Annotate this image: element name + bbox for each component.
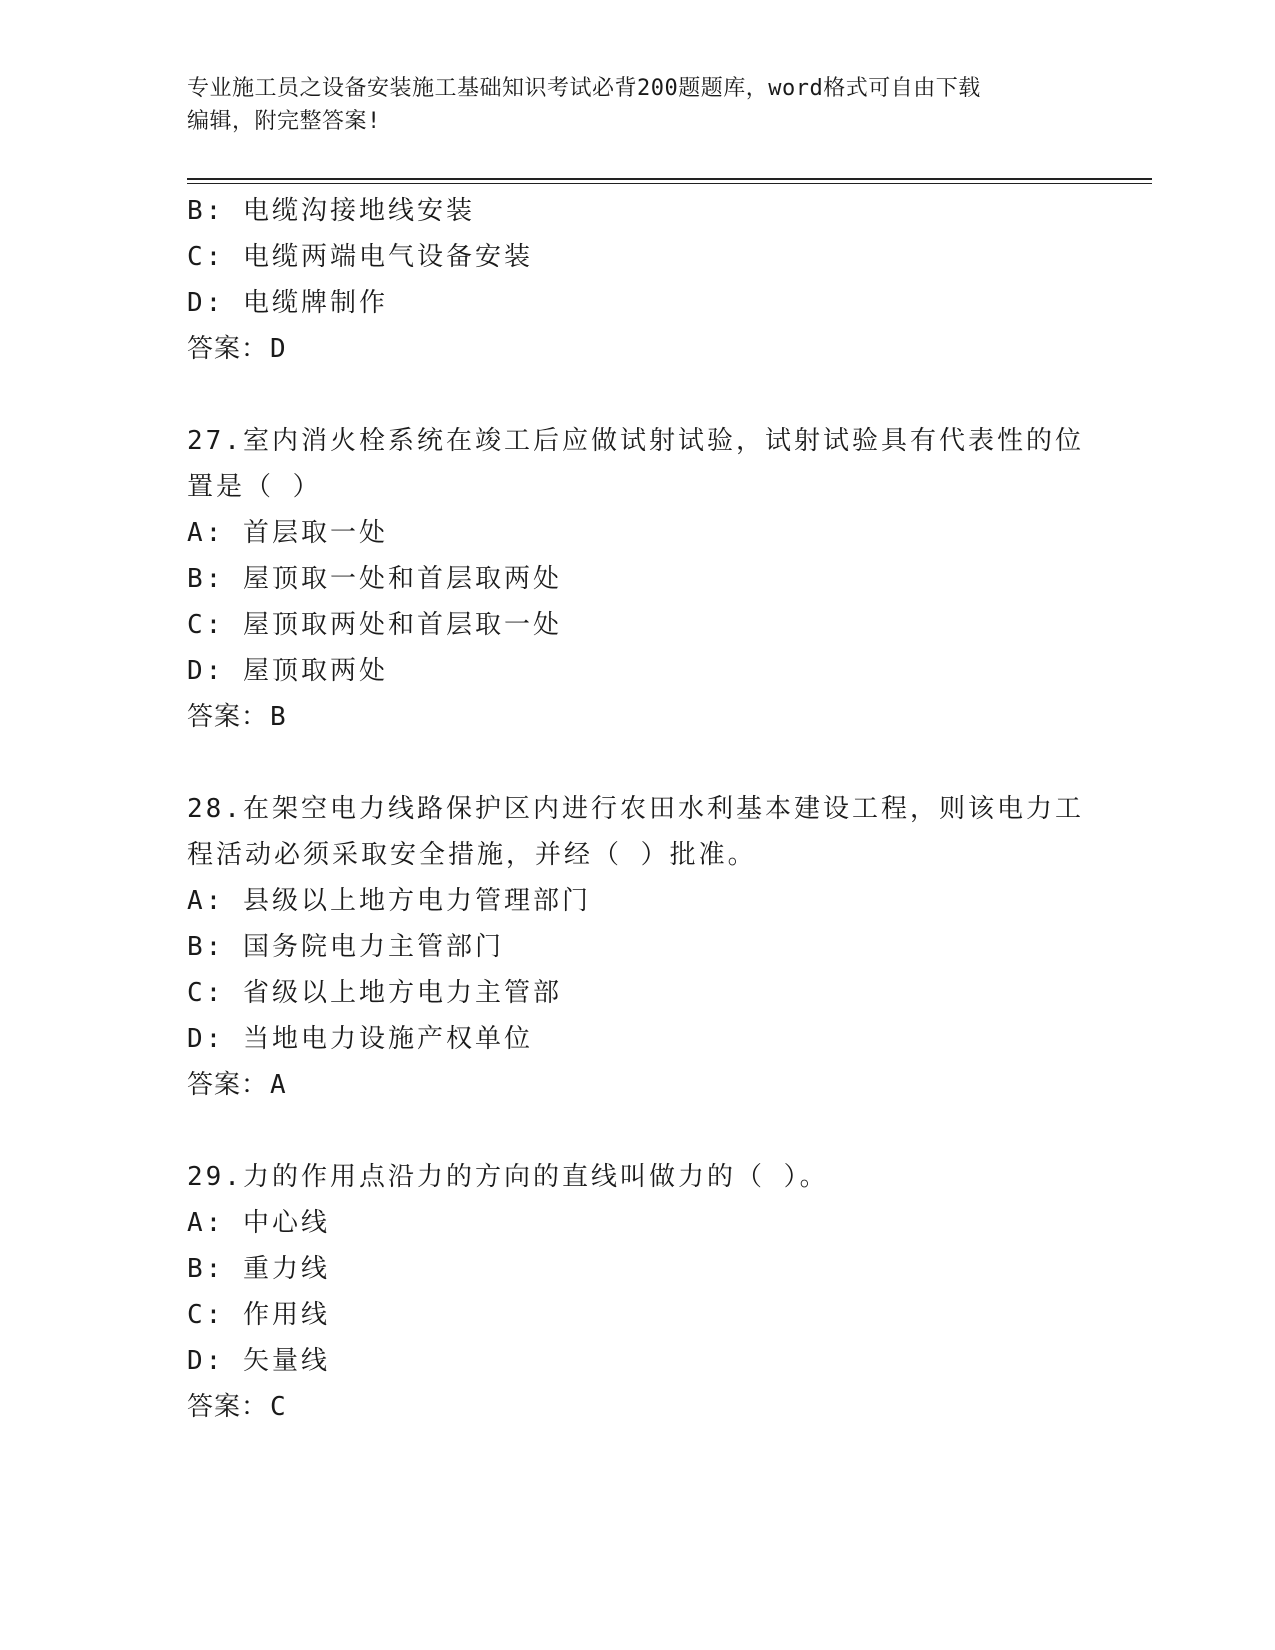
spacer xyxy=(187,372,1087,418)
answer-value: C xyxy=(270,1392,287,1422)
option-c: C: 省级以上地方电力主管部 xyxy=(187,978,562,1008)
question-29 xyxy=(187,1154,1087,1430)
option-a: A: 县级以上地方电力管理部门 xyxy=(187,886,591,916)
option-b: B: 屋顶取一处和首层取两处 xyxy=(187,564,562,594)
header-title-line-2: 编辑，附完整答案! xyxy=(187,109,381,134)
answer-line xyxy=(187,326,1087,372)
question-stem-line-1: 29.力的作用点沿力的方向的直线叫做力的（ ）。 xyxy=(187,1162,829,1192)
spacer xyxy=(187,740,1087,786)
answer-line xyxy=(187,694,1087,740)
question-27 xyxy=(187,418,1087,740)
header-title-line-1: 专业施工员之设备安装施工基础知识考试必背200题题库，word格式可自由下载 xyxy=(187,76,981,101)
answer-label: 答案： xyxy=(187,702,269,732)
answer-value: A xyxy=(270,1070,287,1100)
answer-label: 答案： xyxy=(187,1392,269,1422)
question-stem-line-1: 27.室内消火栓系统在竣工后应做试射试验，试射试验具有代表性的位 xyxy=(187,426,1084,456)
question-28 xyxy=(187,786,1087,1108)
header-divider-thin xyxy=(187,183,1152,184)
option-a: A: 首层取一处 xyxy=(187,518,388,548)
question-stem-line-2: 置是（ ） xyxy=(187,472,322,502)
spacer xyxy=(187,1108,1087,1154)
answer-value: D xyxy=(270,334,287,364)
question-stem-line-1: 28.在架空电力线路保护区内进行农田水利基本建设工程，则该电力工 xyxy=(187,794,1084,824)
option-d: D: 当地电力设施产权单位 xyxy=(187,1024,533,1054)
answer-line xyxy=(187,1384,1087,1430)
option-d: D: 矢量线 xyxy=(187,1346,330,1376)
option-b: B: 电缆沟接地线安装 xyxy=(187,196,475,226)
question-26-tail xyxy=(187,188,1087,372)
option-b: B: 国务院电力主管部门 xyxy=(187,932,504,962)
option-a: A: 中心线 xyxy=(187,1208,330,1238)
question-list xyxy=(187,188,1087,1430)
option-b: B: 重力线 xyxy=(187,1254,330,1284)
option-c: C: 作用线 xyxy=(187,1300,330,1330)
answer-label: 答案： xyxy=(187,334,269,364)
answer-label: 答案： xyxy=(187,1070,269,1100)
answer-line xyxy=(187,1062,1087,1108)
document-header xyxy=(187,72,1077,138)
option-c: C: 电缆两端电气设备安装 xyxy=(187,242,533,272)
option-c: C: 屋顶取两处和首层取一处 xyxy=(187,610,562,640)
option-d: D: 电缆牌制作 xyxy=(187,288,388,318)
header-divider-thick xyxy=(187,178,1152,180)
question-stem-line-2: 程活动必须采取安全措施，并经（ ）批准。 xyxy=(187,840,757,870)
answer-value: B xyxy=(270,702,287,732)
option-d: D: 屋顶取两处 xyxy=(187,656,388,686)
